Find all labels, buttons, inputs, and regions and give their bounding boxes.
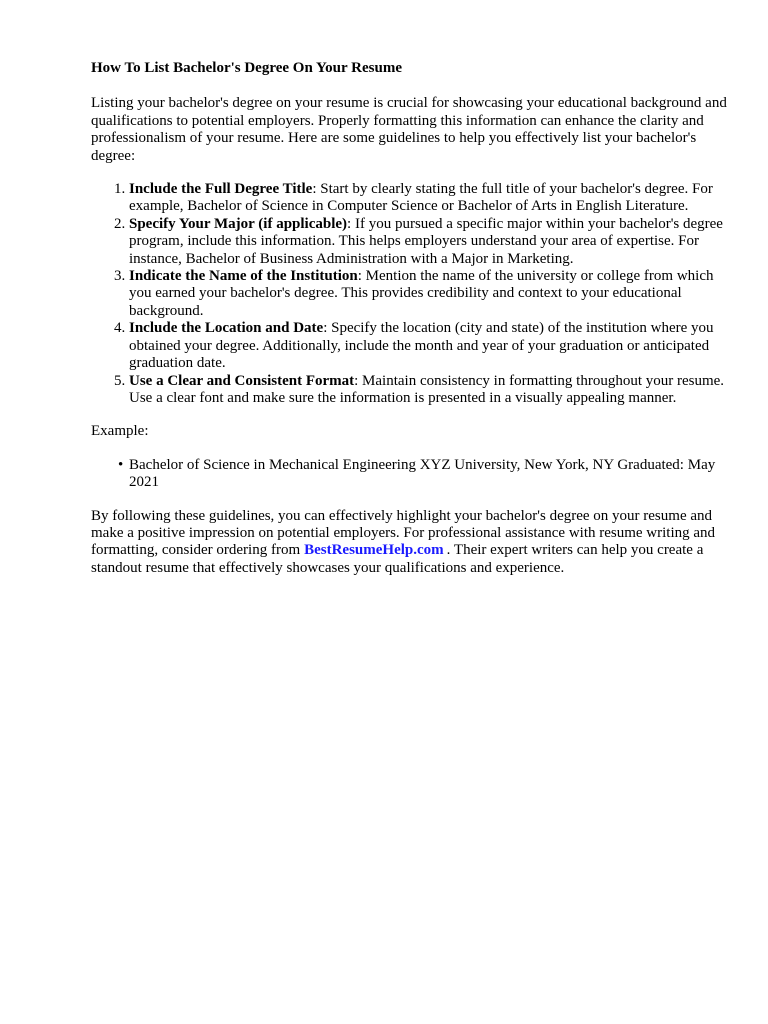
guidelines-list (91, 181, 731, 407)
guideline-item (129, 320, 731, 372)
closing-text-after: . Their expert writers can help you create a standout resume that effectively showcases your qualifications and experience. (91, 542, 704, 576)
bestresumehelp-link[interactable]: BestResumeHelp.com (304, 542, 444, 559)
guideline-item (129, 216, 731, 268)
guideline-separator: : (312, 181, 317, 198)
guideline-separator: : (357, 268, 362, 285)
intro-paragraph: Listing your bachelor's degree on your resume is crucial for showcasing your educational background and qualifications to potential employers. Properly formatting this information can enhance the clarity and professionalism of your resume. Here are some guidelines to help you effectively list your bachelor's degree: (91, 95, 727, 164)
example-label: Example: (91, 423, 149, 440)
guideline-title: Use a Clear and Consistent Format (129, 372, 355, 389)
guideline-text: Specify the location (city and state) of the institution where you obtained your degree. Additionally, include the month and year of your graduation or anticipated graduation date. (129, 320, 714, 372)
guideline-separator: : (354, 372, 359, 389)
guideline-title: Specify Your Major (if applicable) (129, 215, 348, 232)
guideline-text: Mention the name of the university or college from which you earned your bachelor's degree. This provides credibility and context to your educational background. (129, 268, 714, 319)
bullet-icon: • (118, 456, 124, 473)
closing-text-before: By following these guidelines, you can effectively highlight your bachelor's degree on your resume and make a positive impression on potential employers. For professional assistance with resume writing and formatting, consider ordering from (91, 507, 716, 559)
guideline-item (129, 181, 731, 216)
example-item (118, 456, 731, 492)
guideline-item (129, 373, 731, 408)
page-title: How To List Bachelor's Degree On Your Resume (91, 60, 402, 76)
document-page (91, 60, 731, 577)
example-list (91, 457, 731, 492)
guideline-title: Include the Full Degree Title (129, 181, 313, 198)
guideline-title: Include the Location and Date (129, 320, 324, 337)
guideline-separator: : (347, 215, 352, 232)
guideline-title: Indicate the Name of the Institution (129, 268, 358, 285)
guideline-text: Start by clearly stating the full title of your bachelor's degree. For example, Bachelor of Science in Computer Science or Bachelor of Arts in English Literature. (129, 181, 713, 215)
closing-paragraph (91, 508, 731, 578)
guideline-text: If you pursued a specific major within your bachelor's degree program, include this information. This helps employers understand your area of expertise. For instance, Bachelor of Business Administration with a Major in Marketing. (129, 215, 723, 267)
example-item-text: Bachelor of Science in Mechanical Engineering XYZ University, New York, NY Graduated: May 2021 (129, 456, 716, 491)
guideline-text: Maintain consistency in formatting throughout your resume. Use a clear font and make sure the information is presented in a visually appealing manner. (129, 372, 725, 406)
guideline-item (129, 268, 731, 320)
guideline-separator: : (323, 320, 328, 337)
